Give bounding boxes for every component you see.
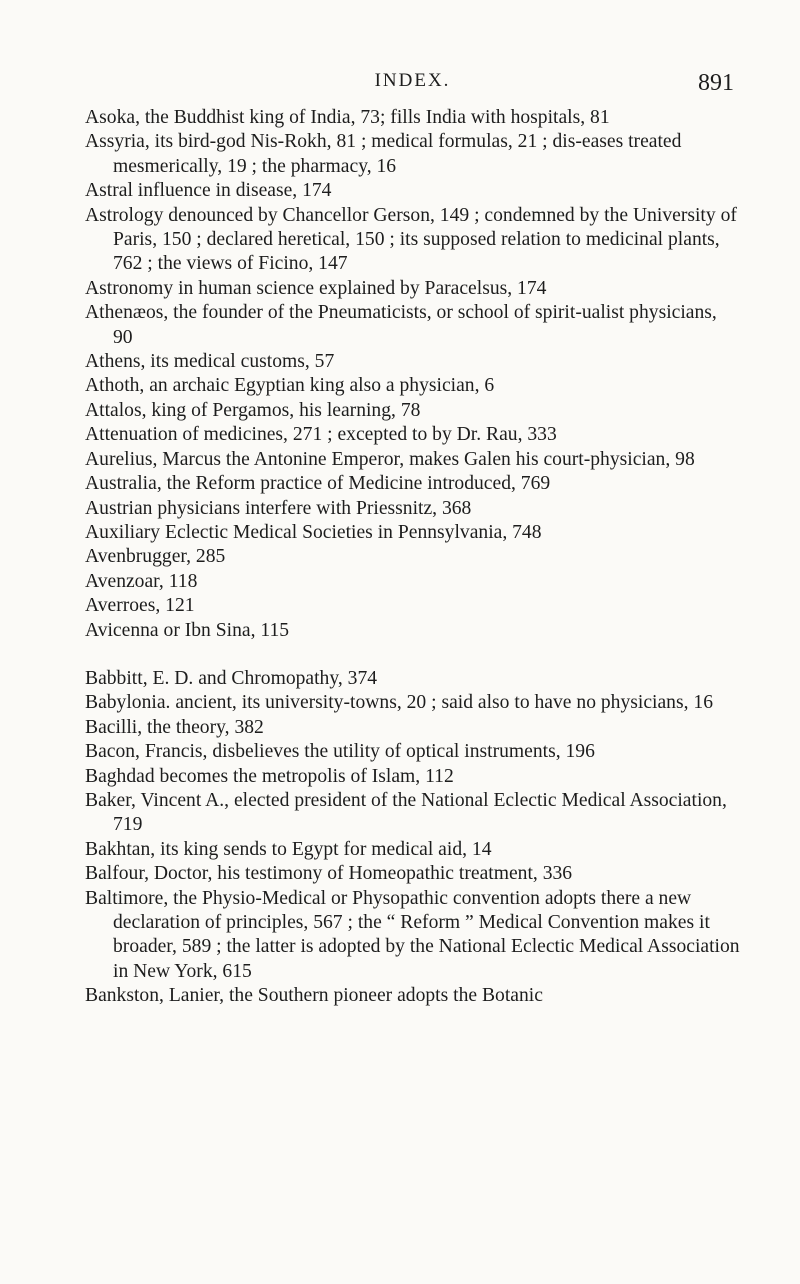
running-head	[85, 70, 740, 110]
index-entry: Bankston, Lanier, the Southern pioneer adopts the Botanic	[85, 985, 543, 1007]
index-entry: Balfour, Doctor, his testimony of Homeopathic treatment, 336	[85, 863, 573, 885]
index-entry: Aurelius, Marcus the Antonine Emperor, makes Galen his court-physician, 98	[85, 448, 695, 470]
index-entry: Averroes, 121	[85, 595, 195, 617]
index-entry: Athoth, an archaic Egyptian king also a physician, 6	[85, 375, 495, 397]
index-entry: Asoka, the Buddhist king of India, 73; fills India with hospitals, 81	[85, 107, 610, 128]
letter-group-gap	[85, 643, 740, 667]
index-entry: Babbitt, E. D. and Chromopathy, 374	[85, 667, 378, 689]
index-entry: Astrology denounced by Chancellor Gerson, 149 ; condemned by the University of Paris, 150 ; declared heretical, 150 ; its supposed relation to medicinal plants, 762 ; the views of Ficino, 147	[85, 204, 737, 275]
index-entry: Bacon, Francis, disbelieves the utility of optical instruments, 196	[85, 741, 595, 763]
index-body	[85, 106, 740, 1009]
index-entry: Bakhtan, its king sends to Egypt for medical aid, 14	[85, 838, 492, 860]
index-entry: Babylonia. ancient, its university-towns, 20 ; said also to have no physicians, 16	[85, 692, 713, 714]
index-entry: Baker, Vincent A., elected president of the National Eclectic Medical Association, 719	[85, 789, 727, 836]
index-entry: Avenzoar, 118	[85, 570, 198, 592]
index-entry: Australia, the Reform practice of Medicine introduced, 769	[85, 473, 551, 495]
index-entry: Athens, its medical customs, 57	[85, 351, 335, 373]
index-entry: Athenæos, the founder of the Pneumaticists, or school of spirit-ualist physicians, 90	[85, 302, 717, 348]
index-entry: Bacilli, the theory, 382	[85, 716, 264, 738]
index-entry: Austrian physicians interfere with Priessnitz, 368	[85, 497, 472, 519]
page-number: 891	[698, 70, 734, 96]
index-entry: Avenbrugger, 285	[85, 546, 226, 568]
index-entry: Astral influence in disease, 174	[85, 180, 332, 202]
index-entry: Attenuation of medicines, 271 ; excepted to by Dr. Rau, 333	[85, 424, 557, 446]
index-entry: Attalos, king of Pergamos, his learning, 78	[85, 399, 421, 421]
index-entry: Auxiliary Eclectic Medical Societies in Pennsylvania, 748	[85, 521, 542, 543]
index-entry: Avicenna or Ibn Sina, 115	[85, 619, 290, 641]
running-head-title: INDEX.	[374, 70, 451, 91]
index-entry: Assyria, its bird-god Nis-Rokh, 81 ; medical formulas, 21 ; dis-eases treated mesmerically, 19 ; the pharmacy, 16	[85, 131, 682, 177]
index-entry: Baghdad becomes the metropolis of Islam, 112	[85, 765, 454, 787]
index-entry: Astronomy in human science explained by Paracelsus, 174	[85, 277, 547, 299]
index-entry: Baltimore, the Physio-Medical or Physopathic convention adopts there a new declaration of principles, 567 ; the “ Reform ” Medical Convention makes it broader, 589 ; the latter is adopted by the National Eclectic Medical Association in New York, 615	[85, 887, 740, 982]
